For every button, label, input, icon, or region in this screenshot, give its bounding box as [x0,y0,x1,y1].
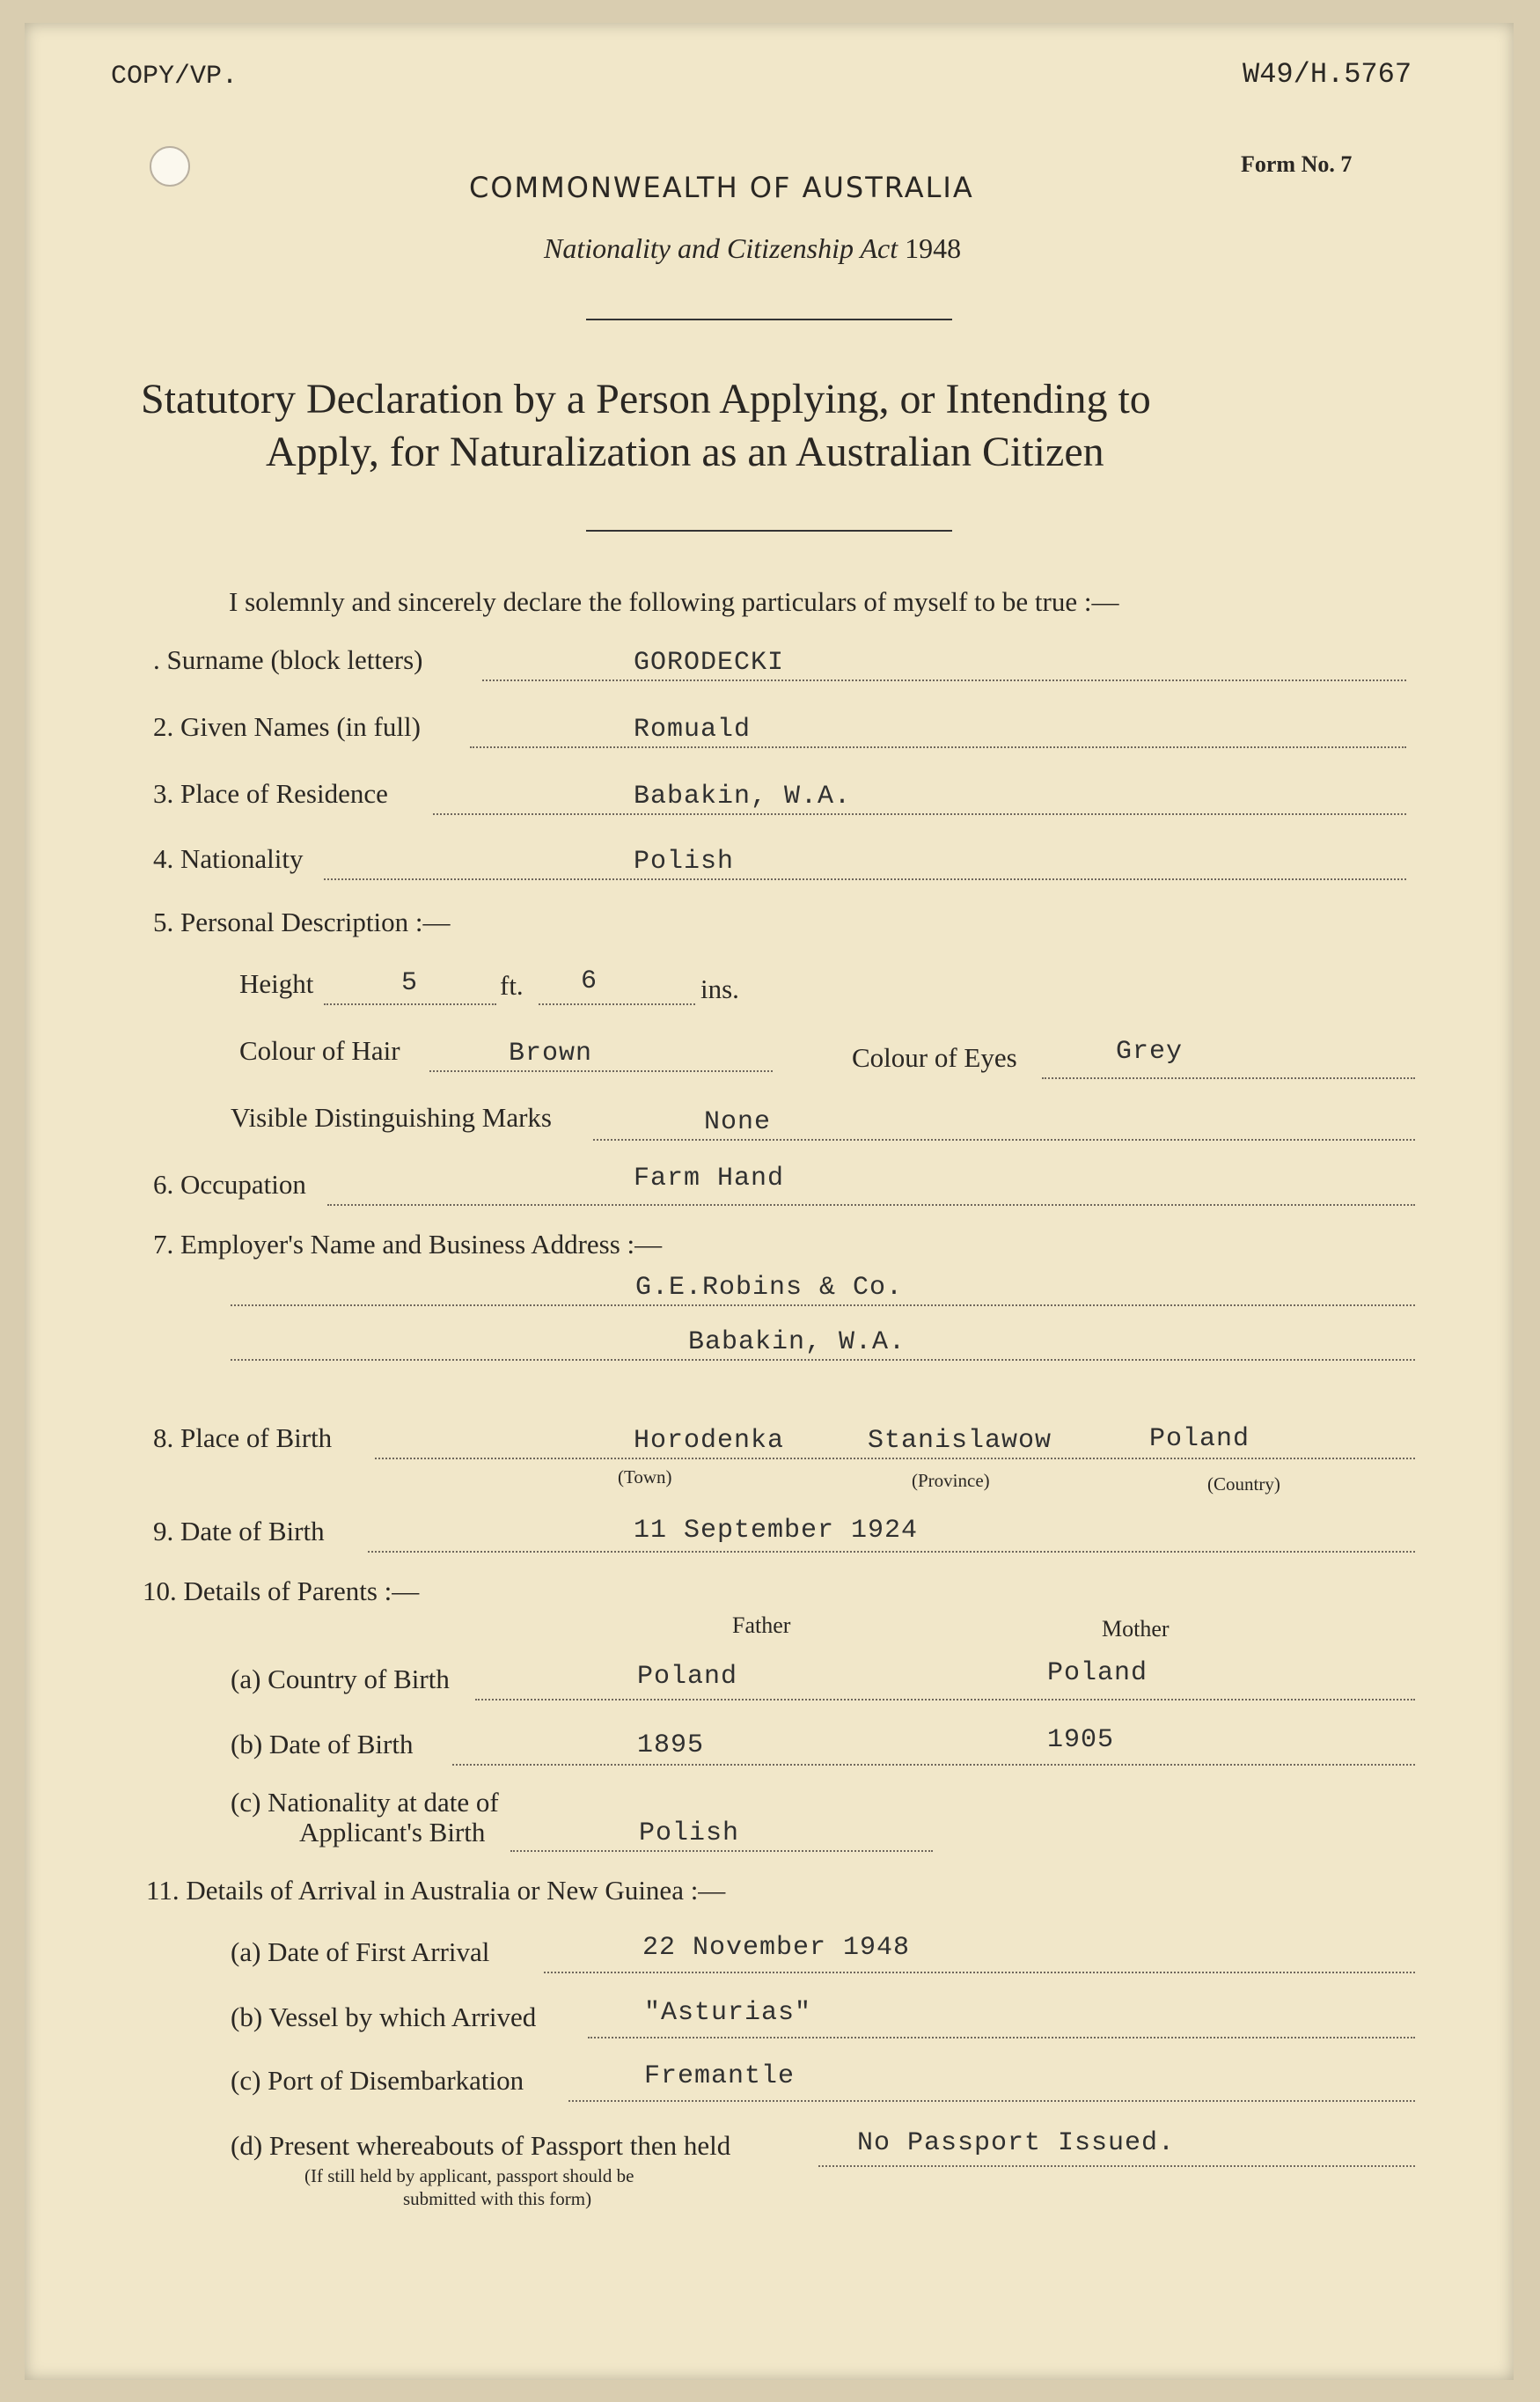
employer-label: 7. Employer's Name and Business Address :— [153,1229,663,1260]
hair-line [429,1070,773,1072]
marks-line [593,1139,1415,1141]
parents-label: 10. Details of Parents :— [143,1576,420,1606]
file-reference: W49/H.5767 [1243,58,1412,91]
parents-country-label: (a) Country of Birth [231,1664,450,1694]
occupation-line [327,1204,1415,1206]
eyes-line [1042,1077,1415,1079]
height-ft-line [324,1003,496,1005]
declaration-intro: I solemnly and sincerely declare the following particulars of myself to be true :— [229,586,1119,617]
father-nationality-value: Polish [639,1818,740,1848]
residence-label: 3. Place of Residence [153,778,388,809]
form-number: Form No. 7 [1241,151,1353,177]
first-arrival-line [544,1972,1415,1973]
father-date-value: 1895 [637,1730,705,1760]
vessel-line [588,2037,1415,2038]
nationality-label: 4. Nationality [153,843,304,874]
birth-date-value: 11 September 1924 [634,1516,919,1546]
employer-line-1 [231,1304,1415,1306]
occupation-value: Farm Hand [634,1164,785,1194]
vessel-label: (b) Vessel by which Arrived [231,2002,537,2032]
height-in-line [539,1003,695,1005]
parents-nationality-label-2: Applicant's Birth [299,1817,486,1847]
personal-description-label: 5. Personal Description :— [153,907,451,937]
birth-place-label: 8. Place of Birth [153,1422,333,1453]
parents-date-label: (b) Date of Birth [231,1729,414,1759]
town-caption: (Town) [618,1466,672,1487]
birth-date-label: 9. Date of Birth [153,1516,325,1546]
heading-rule-top [586,319,952,320]
surname-label: . Surname (block letters) [153,644,423,675]
mother-header: Mother [1102,1616,1170,1642]
eyes-value: Grey [1116,1037,1184,1067]
surname-value: GORODECKI [634,648,785,678]
height-label: Height [239,968,314,999]
parents-country-line [475,1699,1415,1700]
parents-nationality-line [510,1850,933,1852]
father-country-value: Poland [637,1662,738,1692]
act-heading [544,232,961,265]
province-caption: (Province) [912,1470,990,1491]
eyes-label: Colour of Eyes [852,1042,1017,1073]
marks-value: None [704,1107,772,1137]
act-name: Nationality and Citizenship Act [544,232,898,264]
ft-label: ft. [500,970,524,1001]
parents-nationality-label-1: (c) Nationality at date of [231,1787,499,1818]
act-year: 1948 [905,232,962,264]
first-arrival-value: 22 November 1948 [642,1933,911,1963]
employer-line-2 [231,1359,1415,1361]
passport-note-2: submitted with this form) [403,2188,592,2209]
marks-label: Visible Distinguishing Marks [231,1102,552,1133]
hair-value: Brown [509,1039,593,1069]
given-names-line [470,746,1406,748]
passport-value: No Passport Issued. [857,2128,1176,2158]
surname-line [482,679,1406,681]
punch-hole [150,146,190,187]
given-names-value: Romuald [634,715,752,745]
birth-country-value: Poland [1149,1424,1250,1454]
residence-value: Babakin, W.A. [634,782,852,812]
form-title-line-1: Statutory Declaration by a Person Applying, or Intending to [141,376,1151,422]
port-label: (c) Port of Disembarkation [231,2065,524,2096]
nationality-line [324,878,1406,880]
form-title-line-2: Apply, for Naturalization as an Australian Citizen [266,429,1104,475]
arrival-label: 11. Details of Arrival in Australia or New Guinea :— [146,1875,726,1906]
hair-label: Colour of Hair [239,1035,400,1066]
parents-date-line [452,1764,1415,1766]
heading-rule-bottom [586,530,952,532]
first-arrival-label: (a) Date of First Arrival [231,1936,490,1967]
passport-note-1: (If still held by applicant, passport should be [304,2165,634,2186]
form-page [25,23,1514,2380]
birth-place-line [375,1458,1415,1459]
given-names-label: 2. Given Names (in full) [153,711,421,742]
birth-town-value: Horodenka [634,1426,785,1456]
height-in-value: 6 [581,966,598,996]
passport-line [818,2165,1415,2167]
vessel-value: "Asturias" [644,1998,812,2028]
birth-province-value: Stanislawow [868,1426,1052,1456]
copy-reference: COPY/VP. [111,62,238,92]
mother-date-value: 1905 [1047,1725,1115,1755]
birth-date-line [368,1551,1415,1553]
mother-country-value: Poland [1047,1658,1148,1688]
occupation-label: 6. Occupation [153,1169,306,1200]
father-header: Father [732,1612,791,1638]
port-value: Fremantle [644,2061,796,2091]
passport-label: (d) Present whereabouts of Passport then held [231,2130,731,2161]
height-ft-value: 5 [401,968,419,998]
country-caption: (Country) [1207,1473,1280,1495]
nationality-value: Polish [634,847,735,877]
ins-label: ins. [700,973,739,1004]
port-line [568,2100,1415,2102]
employer-line-1-value: G.E.Robins & Co. [635,1273,904,1303]
authority-heading: COMMONWEALTH OF AUSTRALIA [469,171,974,204]
employer-line-2-value: Babakin, W.A. [688,1327,906,1357]
residence-line [433,813,1406,815]
